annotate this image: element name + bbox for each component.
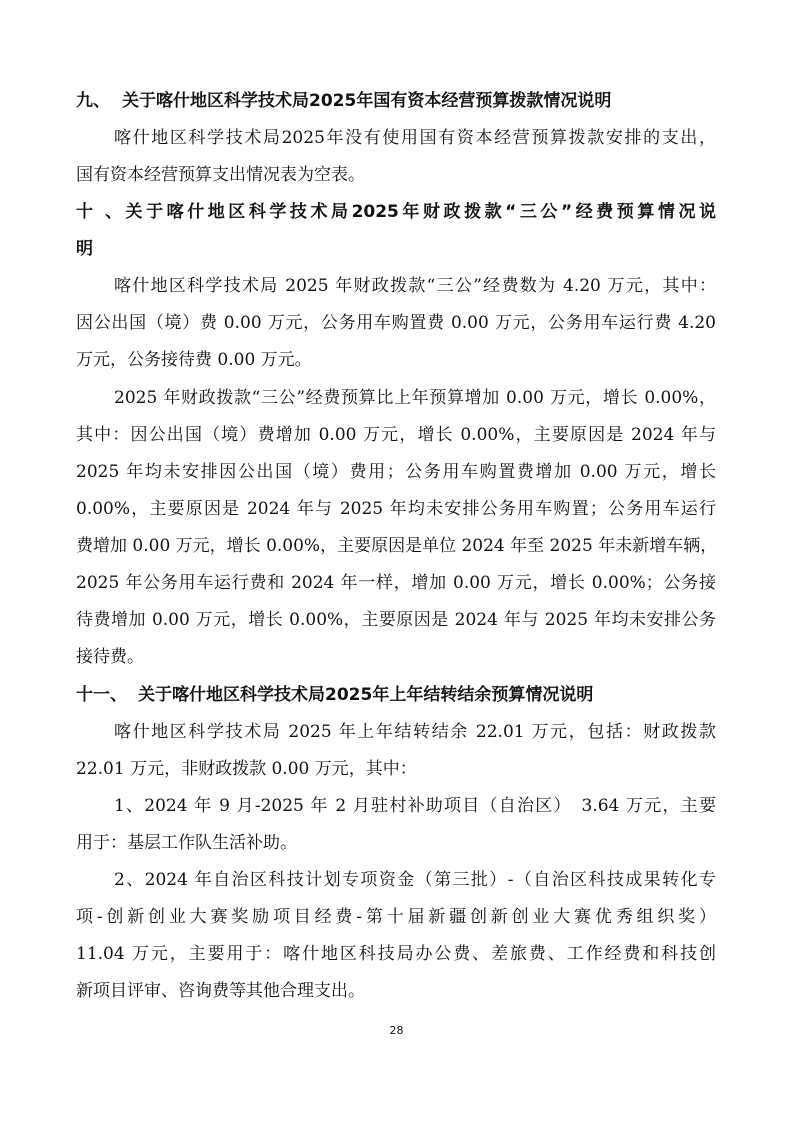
section-9-number: 九、 <box>76 91 110 111</box>
section-11-number: 十一、 <box>76 685 127 705</box>
section-10-para1-line: 因公出国（境）费 0.00 万元，公务用车购置费 0.00 万元，公务用车运行费 4.20 <box>76 313 716 333</box>
section-9-title: 关于喀什地区科学技术局2025年国有资本经营预算拨款情况说明 <box>122 91 612 111</box>
section-10-para2-line: 待费增加 0.00 万元，增长 0.00%，主要原因是 2024 年与 2025 年均未安排公务 <box>76 610 716 630</box>
section-10-para1-line: 万元，公务接待费 0.00 万元。 <box>76 350 312 370</box>
section-9-line: 国有资本经营预算支出情况表为空表。 <box>76 165 365 185</box>
section-10-para2-line: 0.00%，主要原因是 2024 年与 2025 年均未安排公务用车购置；公务用车运行 <box>76 499 716 519</box>
section-10-title-line1: 关于喀什地区科学技术局2025年财政拨款“三公”经费预算情况说 <box>122 202 716 222</box>
section-11-item2-line: 新项目评审、咨询费等其他合理支出。 <box>76 981 365 1001</box>
section-11-para1-line: 喀什地区科学技术局 2025 年上年结转结余 22.01 万元，包括：财政拨款 <box>114 722 716 742</box>
section-10-title-line2: 明 <box>76 239 93 259</box>
section-10-heading <box>76 200 716 224</box>
section-10-para2-line: 费增加 0.00 万元，增长 0.00%，主要原因是单位 2024 年至 2025 年未新增车辆， <box>76 536 718 556</box>
section-10-para1-line: 喀什地区科学技术局 2025 年财政拨款“三公”经费数为 4.20 万元，其中： <box>114 276 716 296</box>
section-10-number: 十、 <box>76 202 122 222</box>
section-10-para2-line: 2025 年均未安排因公出国（境）费用；公务用车购置费增加 0.00 万元，增长 <box>76 462 716 482</box>
section-11-para1-line: 22.01 万元，非财政拨款 0.00 万元，其中： <box>76 759 417 779</box>
section-9-line: 喀什地区科学技术局2025年没有使用国有资本经营预算拨款安排的支出， <box>114 128 716 148</box>
section-11-item1-line: 用于：基层工作队生活补助。 <box>76 833 297 853</box>
section-10-para2-line: 2025 年公务用车运行费和 2024 年一样，增加 0.00 万元，增长 0.00%；公务接 <box>76 573 716 593</box>
section-11-item2-line: 2、2024 年自治区科技计划专项资金（第三批）-（自治区科技成果转化专 <box>114 870 716 890</box>
section-10-para2-line: 2025 年财政拨款“三公”经费预算比上年预算增加 0.00 万元，增长 0.00%， <box>114 388 716 408</box>
section-10-para2-line: 其中：因公出国（境）费增加 0.00 万元，增长 0.00%，主要原因是 2024 年与 <box>76 425 716 445</box>
page-number: 28 <box>389 1024 404 1037</box>
section-10-para2-line: 接待费。 <box>76 647 144 667</box>
section-9-heading <box>76 89 716 113</box>
section-11-item2-line: 11.04 万元，主要用于：喀什地区科技局办公费、差旅费、工作经费和科技创 <box>76 944 716 964</box>
section-11-item1-line: 1、2024 年 9 月-2025 年 2 月驻村补助项目（自治区） 3.64 万元，主要 <box>114 796 716 816</box>
section-11-item2-line: 项-创新创业大赛奖励项目经费-第十届新疆创新创业大赛优秀组织奖） <box>76 907 716 927</box>
section-11-heading <box>76 683 716 707</box>
section-11-title: 关于喀什地区科学技术局2025年上年结转结余预算情况说明 <box>138 685 594 705</box>
